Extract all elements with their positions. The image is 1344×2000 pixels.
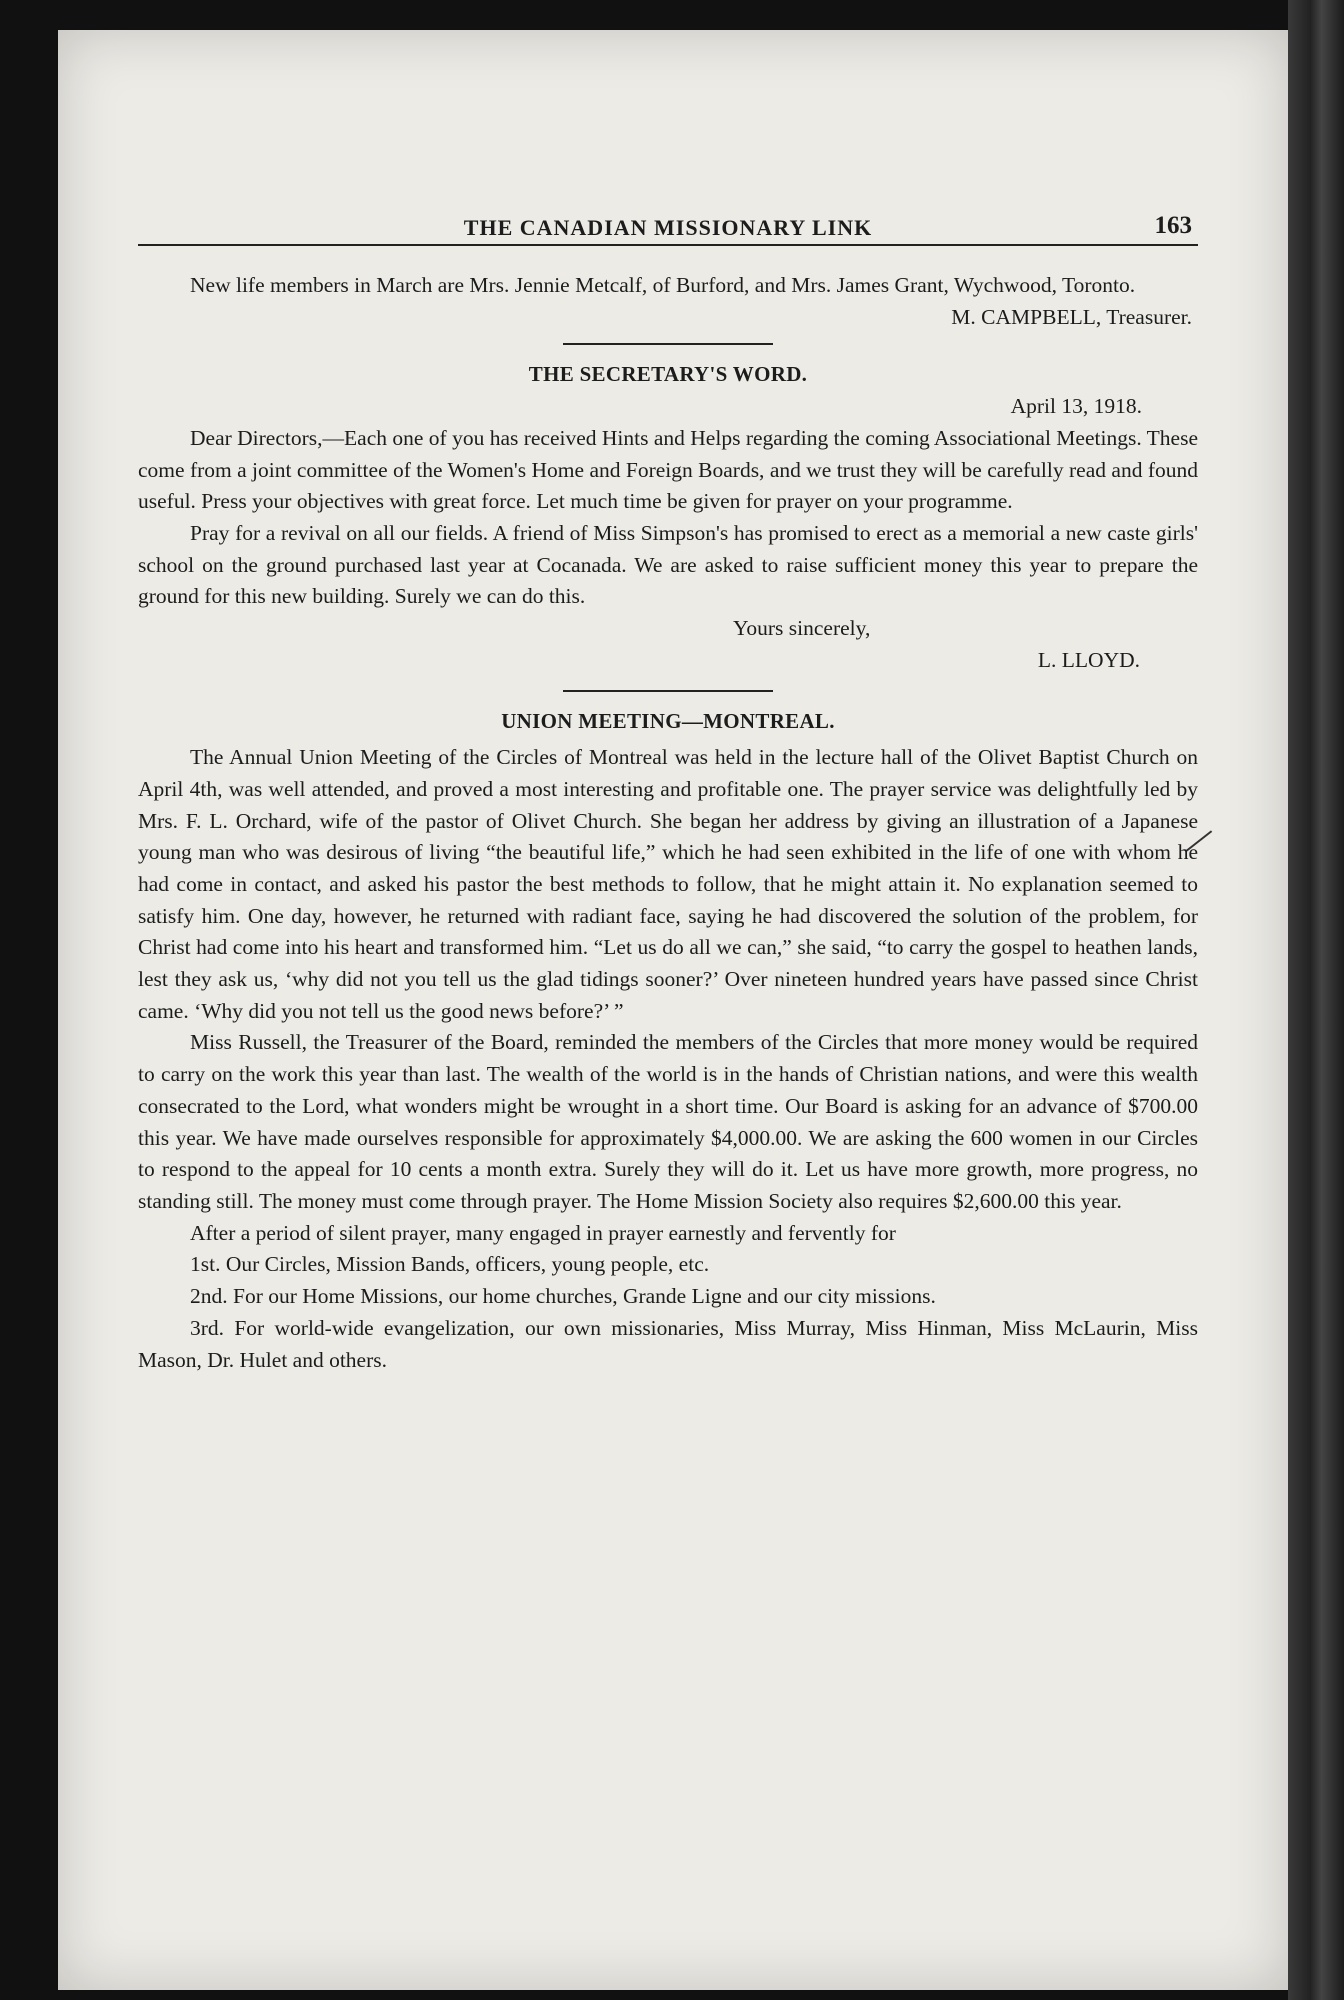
letter-date: April 13, 1918. — [1010, 394, 1142, 419]
running-title: THE CANADIAN MISSIONARY LINK — [463, 215, 873, 240]
section-rule — [563, 690, 773, 692]
document-page — [58, 30, 1288, 1990]
union-heading: UNION MEETING—MONTREAL. — [501, 709, 835, 734]
union-paragraph-1: The Annual Union Meeting of the Circles of Montreal was held in the lecture hall of the Olivet Baptist Church on April 4th, was well attended, and proved a most interesting and profitable one. The prayer service was delightfully led by Mrs. F. L. Orchard, wife of the pastor of Olivet Church. She began her address by giving an illustration of a Japanese young man who was desirous of living “the beautiful life,” which he had seen exhibited in the life of one with whom he had come in contact, and asked his pastor the best methods to follow, that he might attain it. No explanation seemed to satisfy him. One day, however, he returned with radiant face, saying he had discovered the solution of the problem, for Christ had come into his heart and transformed him. “Let us do all we can,” she said, “to carry the gospel to heathen lands, lest they ask us, ‘why did not you tell us the glad tidings sooner?’ Over nineteen hundred years have passed since Christ came. ‘Why did you not tell us the good news before?’ ” — [138, 745, 1198, 1023]
book-binding-edge — [1288, 0, 1344, 2000]
secretary-heading: THE SECRETARY'S WORD. — [528, 362, 808, 387]
secretary-paragraph-2: Pray for a revival on all our fields. A friend of Miss Simpson's has promised to erect as a memorial a new caste girls' school on the ground purchased last year at Cocanada. We are asked to raise sufficient money this year to prepare the ground for this new building. Surely we can do this. — [138, 520, 1198, 609]
treasurer-note: New life members in March are Mrs. Jennie Metcalf, of Burford, and Mrs. James Grant, Wychwood, Toronto. — [190, 273, 1136, 297]
prayer-item-3: 3rd. For world-wide evangelization, our own missionaries, Miss Murray, Miss Hinman, Miss McLaurin, Miss Mason, Dr. Hulet and others. — [138, 1315, 1198, 1372]
secretary-signature: L. LLOYD. — [1037, 647, 1140, 672]
union-paragraph-2: Miss Russell, the Treasurer of the Board, reminded the members of the Circles that more money would be required to carry on the work this year than last. The wealth of the world is in the hands of Christian nations, and were this wealth consecrated to the Lord, what wonders might be wrought in a short time. Our Board is asking for an advance of $700.00 this year. We have made ourselves responsible for approximately $4,000.00. We are asking the 600 women in our Circles to respond to the appeal for 10 cents a month extra. Surely they will do it. Let us have more growth, more progress, no standing still. The money must come through prayer. The Home Mission Society also requires $2,600.00 this year. — [138, 1030, 1198, 1213]
letter-closing: Yours sincerely, — [733, 616, 871, 641]
page-number: 163 — [1154, 212, 1192, 239]
treasurer-signature: M. CAMPBELL, Treasurer. — [951, 304, 1192, 329]
prayer-item-2: 2nd. For our Home Missions, our home churches, Grande Ligne and our city missions. — [190, 1284, 936, 1309]
running-head — [138, 210, 1198, 246]
secretary-paragraph-1: Dear Directors,—Each one of you has received Hints and Helps regarding the coming Associational Meetings. These come from a joint committee of the Women's Home and Foreign Boards, and we trust they will be carefully read and found useful. Press your objectives with great force. Let much time be given for prayer on your programme. — [138, 425, 1199, 514]
section-rule — [563, 343, 773, 345]
prayer-item-1: 1st. Our Circles, Mission Bands, officers, young people, etc. — [190, 1252, 710, 1277]
page-content — [138, 210, 1198, 1376]
union-paragraph-3: After a period of silent prayer, many engaged in prayer earnestly and fervently for — [190, 1220, 896, 1245]
